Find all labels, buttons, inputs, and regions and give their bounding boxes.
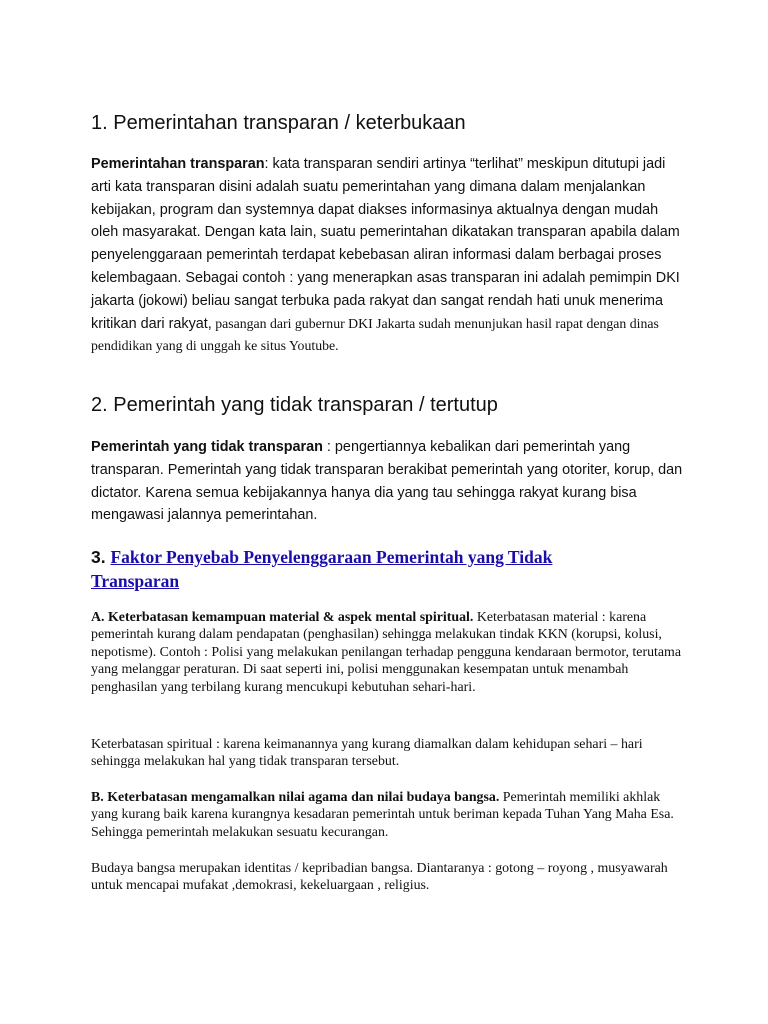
section-3a-spiritual-paragraph: Keterbatasan spiritual : karena keimanannya yang kurang diamalkan dalam kehidupan sehari – hari sehingga melakukan hal yang tidak transparan tersebut.	[91, 737, 643, 770]
section-3b-bold-lead: B. Keterbatasan mengamalkan nilai agama dan nilai budaya bangsa.	[91, 790, 500, 805]
section-3a-bold-lead: A. Keterbatasan kemampuan material & aspek mental spiritual.	[91, 610, 474, 625]
section-2-body: : pengertiannya kebalikan dari pemerintah yang transparan. Pemerintah yang tidak transparan berakibat pemerintah yang otoriter, korup, dan dictator. Karena semua kebijakannya hanya dia yang tau sehingga rakyat kurang bisa mengawasi jalannya pemerintahan.	[91, 439, 683, 524]
section-3-heading	[91, 545, 578, 593]
section-2-bold-lead: Pemerintah yang tidak transparan	[91, 439, 323, 455]
section-3b-paragraph	[91, 789, 688, 841]
section-1-heading: 1. Pemerintahan transparan / keterbukaan	[91, 112, 466, 134]
section-2-heading: 2. Pemerintah yang tidak transparan / tertutup	[91, 394, 498, 416]
section-3b-body: Pemerintah memiliki akhlak yang kurang baik karena kurangnya kesadaran pemerintah untuk beriman kepada Tuhan Yang Maha Esa. Sehingga pemerintah melakukan sesuatu kecurangan.	[91, 790, 674, 840]
section-3-heading-link[interactable]: Faktor Penyebab Penyelenggaraan Pemerintah yang Tidak Transparan	[91, 547, 553, 591]
section-1-body: : kata transparan sendiri artinya “terlihat” meskipun ditutupi jadi arti kata transparan disini adalah suatu pemerintahan yang dimana dalam menjalankan kebijakan, program dan systemnya dapat diakses informasinya aktualnya dengan mudah oleh masyarakat. Dengan kata lain, suatu pemerintahan dikatakan transparan apabila dalam penyelenggaraan pemerintah terdapat kebebasan aliran informasi dalam berbagai proses kelembagaan. Sebagai contoh : yang menerapkan asas transparan ini adalah pemimpin DKI jakarta (jokowi) beliau sangat terbuka pada rakyat dan sangat rendah hati unuk menerima kritikan dari rakyat,	[91, 156, 680, 332]
section-3a-paragraph	[91, 609, 688, 696]
section-1-bold-lead: Pemerintahan transparan	[91, 156, 265, 172]
section-1-body-tail: pasangan dari gubernur DKI Jakarta sudah menunjukan hasil rapat dengan dinas pendidikan yang di unggah ke situs Youtube.	[91, 315, 659, 354]
section-3b-budaya-paragraph: Budaya bangsa merupakan identitas / kepribadian bangsa. Diantaranya : gotong – royong , musyawarah untuk mencapai mufakat ,demokrasi, kekeluargaan , religius.	[91, 861, 668, 894]
section-3-number: 3.	[91, 547, 111, 567]
section-2-paragraph	[91, 436, 688, 527]
section-1-paragraph	[91, 153, 688, 358]
section-3a-body: Keterbatasan material : karena pemerintah kurang dalam pendapatan (penghasilan) sehingga melakukan tindak KKN (korupsi, kolusi, nepotisme). Contoh : Polisi yang melakukan penilangan terhadap pengguna kendaraan bermotor, terutama yang melanggar peraturan. Di saat seperti ini, polisi menggunakan kesempatan untuk menambah penghasilan yang terbilang kurang mencukupi kebutuhan sehari-hari.	[91, 610, 682, 695]
